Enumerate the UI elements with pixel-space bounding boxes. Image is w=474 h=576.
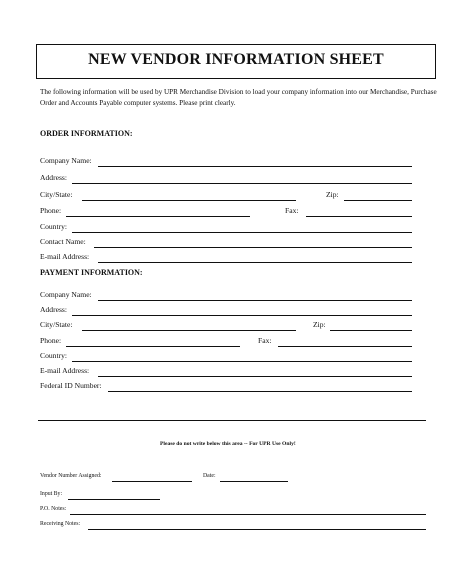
order-city-state-field[interactable]: [82, 200, 296, 201]
order-fax-field[interactable]: [306, 216, 412, 217]
order-phone-field[interactable]: [66, 216, 250, 217]
po-notes-field[interactable]: [70, 514, 426, 515]
payment-zip-label: Zip:: [313, 320, 326, 329]
order-company-field[interactable]: [98, 166, 412, 167]
receiving-notes-label: Receiving Notes:: [40, 521, 81, 527]
page-title: NEW VENDOR INFORMATION SHEET: [88, 51, 384, 68]
order-email-field[interactable]: [98, 262, 412, 263]
vendor-number-label: Vendor Number Assigned:: [40, 473, 102, 479]
receiving-notes-field[interactable]: [88, 529, 426, 530]
office-use-divider: [38, 420, 426, 421]
order-contact-label: Contact Name:: [40, 237, 86, 246]
order-address-field[interactable]: [72, 183, 412, 184]
payment-phone-label: Phone:: [40, 336, 62, 345]
order-city-state-label: City/State:: [40, 190, 73, 199]
payment-company-label: Company Name:: [40, 290, 92, 299]
order-company-label: Company Name:: [40, 156, 92, 165]
payment-federal-id-field[interactable]: [108, 391, 412, 392]
payment-country-field[interactable]: [72, 361, 412, 362]
order-zip-label: Zip:: [326, 190, 339, 199]
payment-city-state-label: City/State:: [40, 320, 73, 329]
payment-address-field[interactable]: [72, 315, 412, 316]
order-section-heading: ORDER INFORMATION:: [40, 129, 133, 138]
payment-company-field[interactable]: [98, 300, 412, 301]
payment-city-state-field[interactable]: [82, 330, 296, 331]
order-email-label: E-mail Address:: [40, 252, 90, 261]
date-label: Date:: [203, 473, 216, 479]
order-phone-label: Phone:: [40, 206, 62, 215]
order-fax-label: Fax:: [285, 206, 299, 215]
payment-phone-field[interactable]: [66, 346, 240, 347]
intro-paragraph: The following information will be used by UPR Merchandise Division to load your company information into our Merchandise, Purchase Order and Accounts Payable computer systems. Please print clearly.: [40, 88, 437, 107]
date-field[interactable]: [220, 481, 288, 482]
payment-fax-label: Fax:: [258, 336, 272, 345]
order-country-label: Country:: [40, 222, 68, 231]
input-by-label: Input By:: [40, 491, 63, 497]
payment-section-heading: PAYMENT INFORMATION:: [40, 268, 143, 277]
vendor-number-field[interactable]: [112, 481, 192, 482]
payment-email-field[interactable]: [98, 376, 412, 377]
order-country-field[interactable]: [72, 232, 412, 233]
office-use-notice: Please do not write below this area -- For UPR Use Only!: [160, 441, 296, 447]
payment-email-label: E-mail Address:: [40, 366, 90, 375]
payment-federal-id-label: Federal ID Number:: [40, 381, 102, 390]
order-contact-field[interactable]: [94, 247, 412, 248]
payment-fax-field[interactable]: [278, 346, 412, 347]
payment-country-label: Country:: [40, 351, 68, 360]
input-by-field[interactable]: [68, 499, 160, 500]
order-zip-field[interactable]: [344, 200, 412, 201]
po-notes-label: P.O. Notes:: [40, 506, 67, 512]
order-address-label: Address:: [40, 173, 67, 182]
payment-address-label: Address:: [40, 305, 67, 314]
payment-zip-field[interactable]: [330, 330, 412, 331]
